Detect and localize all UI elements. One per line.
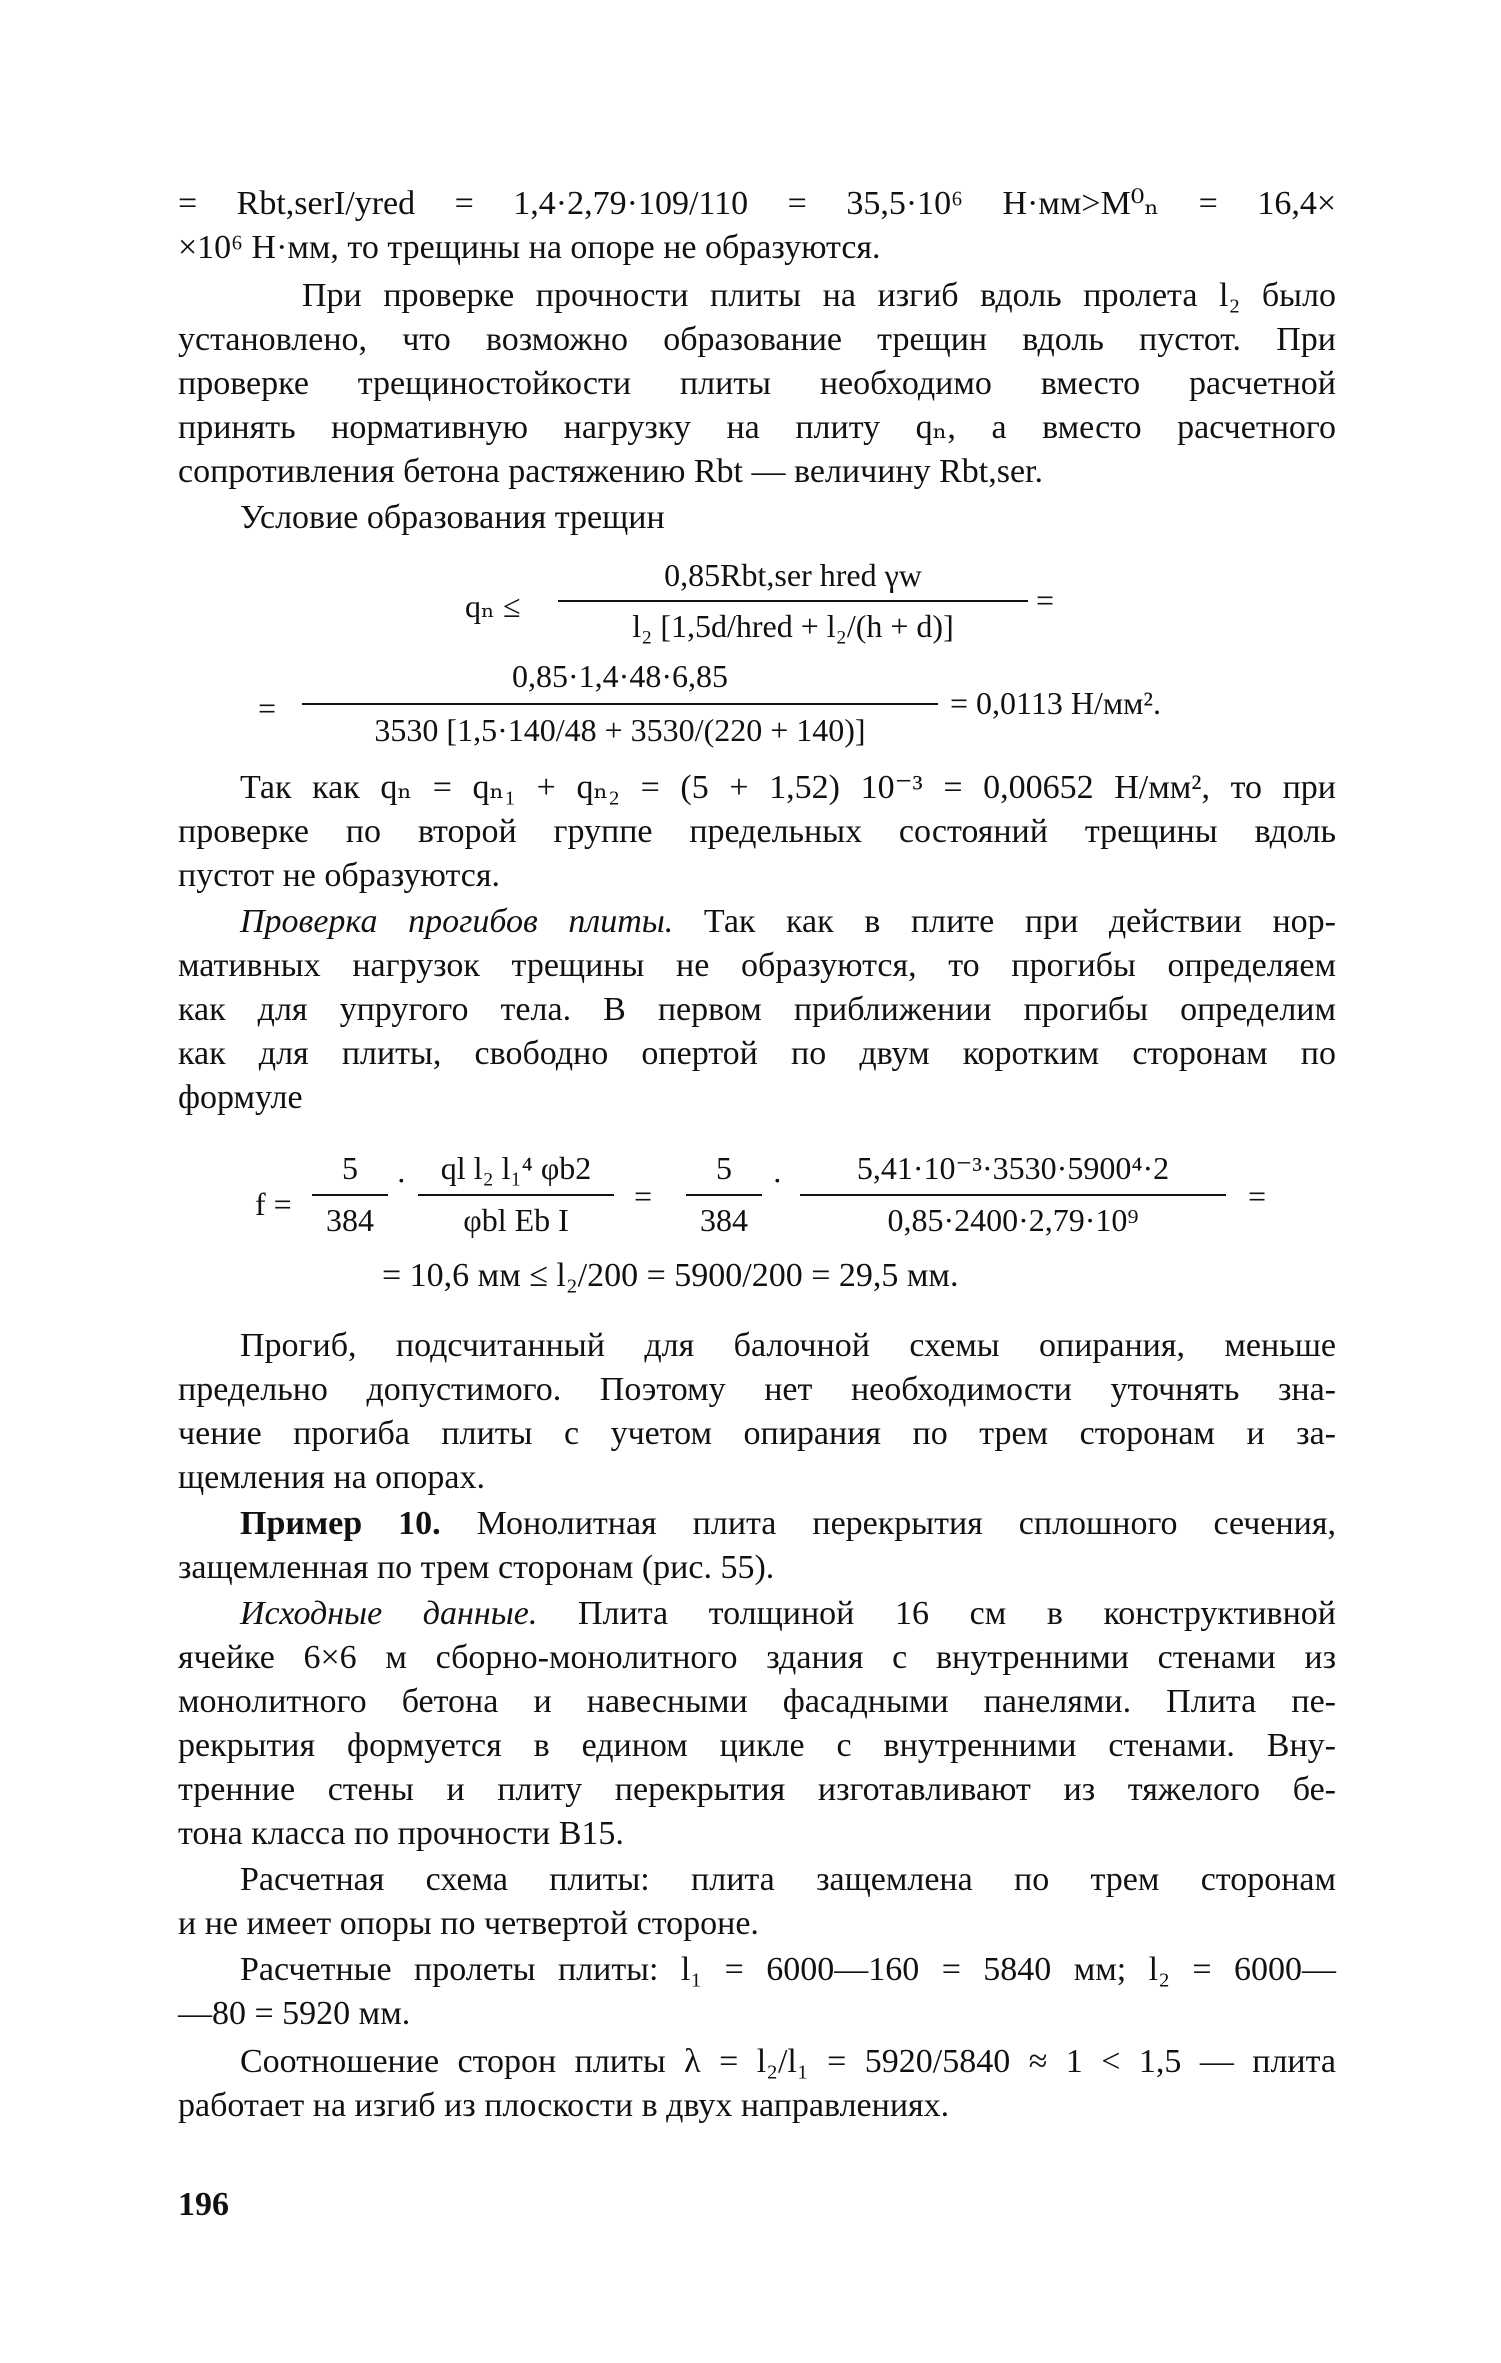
- text-line: и не имеет опоры по четвертой стороне.: [178, 1905, 759, 1942]
- text-line: проверке по второй группе предельных состояний трещины вдоль: [178, 813, 1336, 850]
- formula-numerator: 0,85·1,4·48·6,85: [512, 658, 728, 694]
- formula-equals: =: [1248, 1178, 1267, 1214]
- fraction-bar: [800, 1194, 1226, 1196]
- text-line: установлено, что возможно образование трещин вдоль пустот. При: [178, 321, 1336, 358]
- italic-lead: Проверка прогибов плиты.: [240, 903, 674, 940]
- formula-numerator: 5: [716, 1150, 732, 1186]
- text-line: сопротивления бетона растяжению Rbt — величину Rbt,ser.: [178, 453, 1043, 490]
- fraction-bar: [302, 703, 938, 705]
- text-line: Прогиб, подсчитанный для балочной схемы опирания, меньше: [240, 1327, 1336, 1364]
- text-line: щемления на опорах.: [178, 1459, 485, 1496]
- text-line: предельно допустимого. Поэтому нет необходимости уточнять зна-: [178, 1371, 1336, 1408]
- text-line: пустот не образуются.: [178, 857, 500, 894]
- formula-denominator: φbl Eb I: [463, 1202, 569, 1238]
- text-line: тона класса по прочности В15.: [178, 1815, 624, 1852]
- formula-numerator: 5: [342, 1150, 358, 1186]
- formula-dot: ·: [396, 1162, 407, 1198]
- formula-equals: =: [1036, 582, 1055, 618]
- text-line: чение прогиба плиты с учетом опирания по трем сторонам и за-: [178, 1415, 1336, 1452]
- text-line: Соотношение сторон плиты λ = l₂/l₁ = 5920/5840 ≈ 1 < 1,5 — плита: [240, 2043, 1336, 2080]
- text-line: рекрытия формуется в едином цикле с внутренними стенами. Вну-: [178, 1727, 1336, 1764]
- formula-line: = 10,6 мм ≤ l₂/200 = 5900/200 = 29,5 мм.: [382, 1257, 959, 1294]
- text-line: При проверке прочности плиты на изгиб вдоль пролета l₂ было: [302, 277, 1336, 314]
- text-line: ячейке 6×6 м сборно-монолитного здания с внутренними стенами из: [178, 1639, 1336, 1676]
- fraction-bar: [312, 1194, 388, 1196]
- formula-numerator: 5,41·10⁻³·3530·5900⁴·2: [856, 1150, 1170, 1186]
- text-line: как для плиты, свободно опертой по двум коротким сторонам по: [178, 1035, 1336, 1072]
- formula-denominator: 384: [700, 1202, 748, 1238]
- formula-dot: ·: [772, 1162, 783, 1198]
- text-span: Монолитная плита перекрытия сплошного сечения,: [440, 1505, 1336, 1542]
- formula-denominator: 384: [326, 1202, 374, 1238]
- italic-lead: Исходные данные.: [240, 1595, 538, 1632]
- text-line: = Rbt,serI/yred = 1,4·2,79·109/110 = 35,5·10⁶ Н·мм>M⁰ₙ = 16,4×: [178, 185, 1336, 222]
- text-line: монолитного бетона и навесными фасадными панелями. Плита пе-: [178, 1683, 1336, 1720]
- text-line: Так как qₙ = qₙ₁ + qₙ₂ = (5 + 1,52) 10⁻³ = 0,00652 Н/мм², то при: [240, 769, 1336, 806]
- text-line: мативных нагрузок трещины не образуются, то прогибы определяем: [178, 947, 1336, 984]
- text-line: проверке трещиностойкости плиты необходимо вместо расчетной: [178, 365, 1336, 402]
- text-line: Расчетные пролеты плиты: l₁ = 6000—160 = 5840 мм; l₂ = 6000—: [240, 1951, 1336, 1988]
- fraction-bar: [686, 1194, 762, 1196]
- formula-denominator: 0,85·2400·2,79·10⁹: [887, 1202, 1139, 1238]
- text-line: как для упругого тела. В первом приближении прогибы определим: [178, 991, 1336, 1028]
- fraction-bar: [558, 600, 1028, 602]
- text-span: Плита толщиной 16 см в конструктивной: [537, 1595, 1336, 1632]
- text-line: работает на изгиб из плоскости в двух направлениях.: [178, 2087, 950, 2124]
- formula-denominator: 3530 [1,5·140/48 + 3530/(220 + 140)]: [374, 712, 866, 748]
- text-line: [240, 1502, 1336, 1546]
- text-line: тренние стены и плиту перекрытия изготавливают из тяжелого бе-: [178, 1771, 1336, 1808]
- text-line: принять нормативную нагрузку на плиту qₙ, а вместо расчетного: [178, 409, 1336, 446]
- text-line: —80 = 5920 мм.: [178, 1995, 411, 2032]
- text-line: защемленная по трем сторонам (рис. 55).: [178, 1549, 775, 1586]
- formula-equals: =: [258, 690, 277, 726]
- bold-lead: Пример 10.: [240, 1505, 441, 1542]
- formula-numerator: ql l₂ l₁⁴ φb2: [440, 1150, 592, 1186]
- formula-lhs: f =: [255, 1186, 292, 1222]
- page-number: 196: [178, 2186, 229, 2223]
- fraction-bar: [418, 1194, 614, 1196]
- text-line: формуле: [178, 1079, 303, 1116]
- formula-lhs: qₙ ≤: [465, 588, 521, 624]
- formula-result: = 0,0113 Н/мм².: [950, 685, 1161, 721]
- text-line: ×10⁶ Н·мм, то трещины на опоре не образуются.: [178, 229, 881, 266]
- formula-numerator: 0,85Rbt,ser hred γw: [664, 557, 922, 593]
- text-span: Так как в плите при действии нор-: [673, 903, 1336, 940]
- text-line: [240, 900, 1336, 944]
- formula-equals: =: [634, 1178, 653, 1214]
- text-line: Расчетная схема плиты: плита защемлена по трем сторонам: [240, 1861, 1336, 1898]
- text-line: Условие образования трещин: [240, 499, 665, 536]
- formula-denominator: l₂ [1,5d/hred + l₂/(h + d)]: [632, 608, 954, 644]
- text-line: [240, 1592, 1336, 1636]
